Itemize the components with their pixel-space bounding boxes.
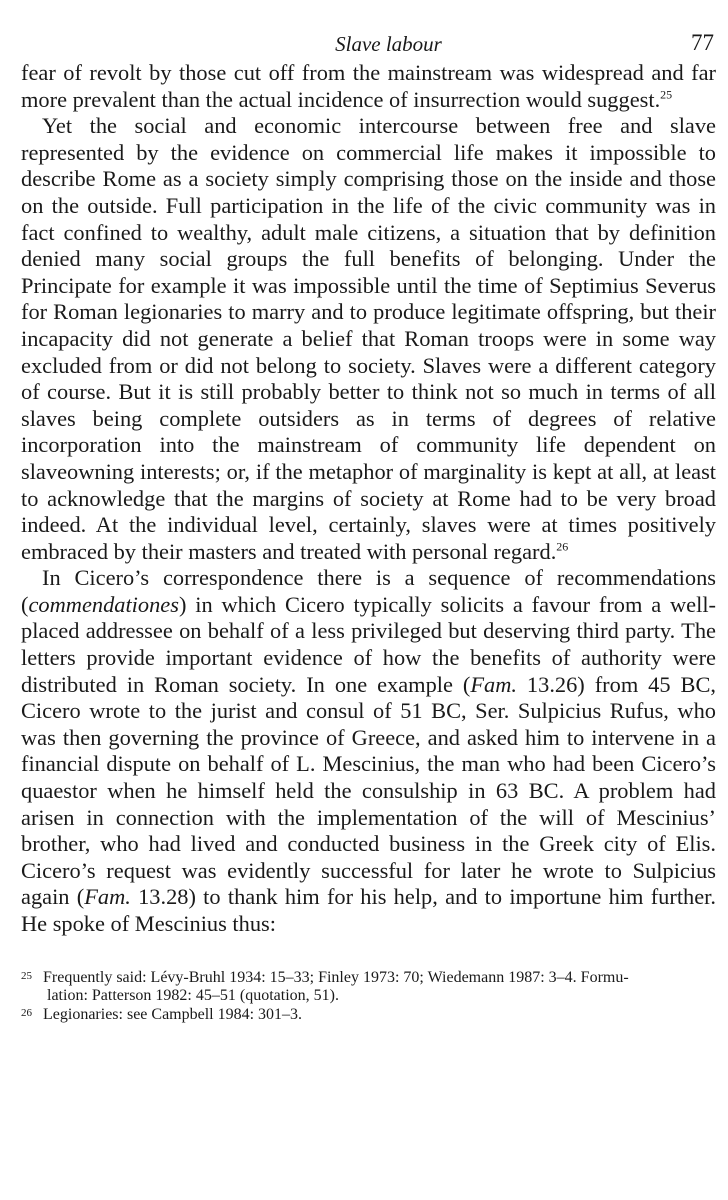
text-run: In Cicero’s correspondence there is a sequence of recommendations ( — [21, 565, 716, 617]
footnote-ref: 25 — [660, 87, 673, 102]
footnotes — [21, 969, 716, 1025]
text-run: fear of revolt by those cut off from the mainstream was widespread and far more prevalent than the actual incidence of insurrection would suggest. — [21, 60, 716, 112]
footnote — [21, 969, 716, 1006]
italic-text: commendationes — [28, 591, 179, 617]
paragraph — [21, 113, 716, 565]
italic-text: Fam. — [470, 671, 517, 697]
footnote-continuation: lation: Patterson 1982: 45–51 (quotation, 51). — [47, 987, 339, 1005]
book-page — [21, 26, 716, 1024]
body-text — [21, 60, 716, 938]
footnote-number: 26 — [21, 1006, 32, 1019]
text-run: ) in which Cicero typically solicits a favour from a well-placed addressee on behalf of a less privileged but deserving third party. The letters provide important evidence of how the benefits of authority were distributed in Roman society. In one example ( — [21, 591, 716, 697]
text-run: Yet the social and economic intercourse between free and slave represented by the evidence on commercial life makes it impossible to describe Rome as a society simply comprising those on the inside and those on the outside. Full participation in the life of the civic community was in fact confined to wealthy, adult male citizens, a situation that by definition denied many social groups the full benefits of belonging. Under the Principate for example it was impossible until the time of Septimius Severus for Roman legionaries to marry and to produce legitimate offspring, but their incapacity did not generate a belief that Roman troops were in some way excluded from or did not belong to society. Slaves were a different category of course. But it is still probably better to think not so much in terms of all slaves being complete outsiders as in terms of degrees of relative incorporation into the mainstream of community life dependent on slaveowning interests; or, if the metaphor of marginality is kept at all, at least to acknowledge that the margins of society at Rome had to be very broad indeed. At the individual level, certainly, slaves were at times positively embraced by their masters and treated with personal regard. — [21, 113, 716, 564]
page-number: 77 — [691, 30, 714, 55]
footnote-ref: 26 — [556, 539, 569, 554]
running-title: Slave labour — [335, 32, 442, 56]
text-run: 13.26) from 45 BC, Cicero wrote to the jurist and consul of 51 BC, Ser. Sulpicius Rufus, who was then governing the province of Greece, and asked him to intervene in a financial dispute on behalf of L. Mescinius, the man who had been Cicero’s quaestor when he himself held the consulship in 63 BC. A problem had arisen in connection with the implementation of the will of Mescinius’ brother, who had lived and conducted business in the Greek city of Elis. Cicero’s request was evidently successful for later he wrote to Sulpicius again ( — [21, 671, 716, 910]
paragraph — [21, 60, 716, 113]
italic-text: Fam. — [84, 884, 131, 910]
text-run: 13.28) to thank him for his help, and to importune him further. He spoke of Mescinius thus: — [21, 884, 716, 936]
footnote — [21, 1006, 716, 1025]
footnote-text — [43, 969, 716, 1006]
running-head — [21, 26, 716, 60]
paragraph — [21, 565, 716, 937]
footnote-body: Frequently said: Lévy-Bruhl 1934: 15–33; Finley 1973: 70; Wiedemann 1987: 3–4. Formu- — [43, 968, 629, 986]
footnote-text — [43, 1006, 716, 1025]
footnote-number: 25 — [21, 969, 32, 982]
footnote-body: Legionaries: see Campbell 1984: 301–3. — [43, 1005, 303, 1023]
